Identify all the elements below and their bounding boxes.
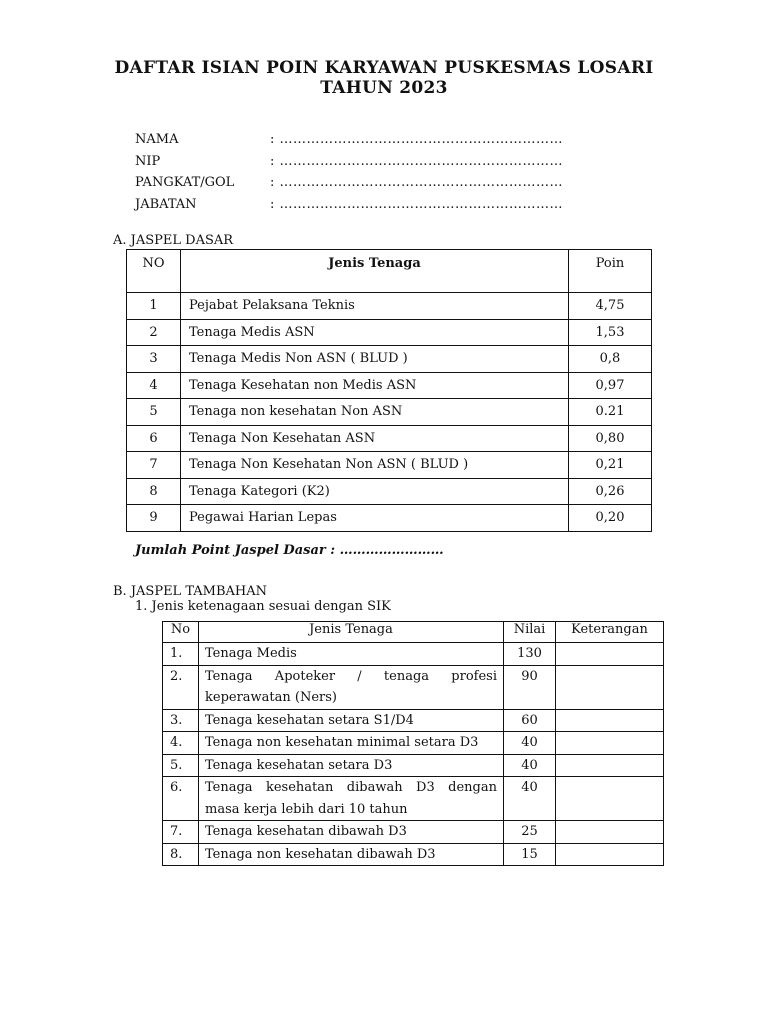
cell-nilai: 25 [504, 821, 556, 844]
jaspel-dasar-table [126, 249, 652, 532]
cell-nilai: 15 [504, 843, 556, 866]
table-row [127, 293, 652, 320]
cell-no: 4. [163, 732, 199, 755]
cell-poin: 0,26 [569, 478, 652, 505]
cell-no: 1. [163, 643, 199, 666]
cell-jenis: Tenaga Kesehatan non Medis ASN [181, 372, 569, 399]
cell-no: 8. [163, 843, 199, 866]
table-row [163, 777, 664, 821]
table-row [127, 319, 652, 346]
identity-row-pangkat [135, 175, 563, 197]
table-row [163, 665, 664, 709]
cell-no: 6. [163, 777, 199, 821]
cell-jenis: Tenaga non kesehatan Non ASN [181, 399, 569, 426]
identity-label: PANGKAT/GOL [135, 175, 235, 190]
identity-row-jabatan [135, 197, 563, 219]
cell-no: 5. [163, 754, 199, 777]
cell-nilai: 40 [504, 777, 556, 821]
cell-jenis: Tenaga Medis [199, 643, 504, 666]
section-b-heading: B. JASPEL TAMBAHAN [113, 584, 268, 599]
header-nilai: Nilai [504, 622, 556, 643]
table-row [127, 346, 652, 373]
cell-keterangan [556, 732, 664, 755]
identity-blank: : ……………………………………………………… [270, 175, 564, 190]
table-row [127, 372, 652, 399]
table-row [127, 399, 652, 426]
cell-jenis: Tenaga Non Kesehatan Non ASN ( BLUD ) [181, 452, 569, 479]
cell-no: 5 [127, 399, 181, 426]
cell-no: 8 [127, 478, 181, 505]
identity-blank: : ……………………………………………………… [270, 132, 564, 147]
cell-poin: 0,8 [569, 346, 652, 373]
table-row [127, 425, 652, 452]
cell-no: 6 [127, 425, 181, 452]
cell-poin: 0,80 [569, 425, 652, 452]
table-row [163, 843, 664, 866]
table-header-row [163, 622, 664, 643]
cell-keterangan [556, 643, 664, 666]
cell-poin: 0,20 [569, 505, 652, 532]
cell-poin: 1,53 [569, 319, 652, 346]
cell-jenis: Tenaga non kesehatan minimal setara D3 [199, 732, 504, 755]
cell-jenis: Pejabat Pelaksana Teknis [181, 293, 569, 320]
jaspel-tambahan-table [162, 621, 664, 866]
cell-no: 3 [127, 346, 181, 373]
identity-label: JABATAN [135, 196, 197, 212]
cell-no: 3. [163, 709, 199, 732]
identity-row-nama [135, 132, 563, 154]
table-row [163, 821, 664, 844]
cell-jenis: Tenaga non kesehatan dibawah D3 [199, 843, 504, 866]
cell-no: 7. [163, 821, 199, 844]
cell-no: 9 [127, 505, 181, 532]
identity-fields [135, 132, 563, 218]
cell-jenis: Tenaga Medis ASN [181, 319, 569, 346]
section-a-heading: A. JASPEL DASAR [113, 233, 234, 248]
cell-keterangan [556, 843, 664, 866]
cell-nilai: 130 [504, 643, 556, 666]
cell-keterangan [556, 821, 664, 844]
cell-jenis: Tenaga Kategori (K2) [181, 478, 569, 505]
identity-label: NAMA [135, 132, 179, 147]
header-no: NO [127, 250, 181, 293]
cell-jenis: Tenaga kesehatan dibawah D3 dengan masa kerja lebih dari 10 tahun [199, 777, 504, 821]
table-row [163, 732, 664, 755]
document-title: DAFTAR ISIAN POIN KARYAWAN PUSKESMAS LOSARI [114, 58, 654, 78]
table-row [127, 452, 652, 479]
cell-jenis: Tenaga kesehatan setara S1/D4 [199, 709, 504, 732]
table-row [163, 643, 664, 666]
cell-poin: 0.21 [569, 399, 652, 426]
cell-keterangan [556, 777, 664, 821]
cell-nilai: 40 [504, 754, 556, 777]
cell-nilai: 40 [504, 732, 556, 755]
cell-no: 4 [127, 372, 181, 399]
table-header-row [127, 250, 652, 293]
header-jenis-tenaga: Jenis Tenaga [199, 622, 504, 643]
jaspel-dasar-total: Jumlah Point Jaspel Dasar : …………………… [135, 543, 444, 558]
cell-no: 2. [163, 665, 199, 709]
cell-jenis: Pegawai Harian Lepas [181, 505, 569, 532]
identity-label: NIP [135, 153, 161, 169]
cell-nilai: 90 [504, 665, 556, 709]
identity-blank: : ……………………………………………………… [270, 196, 564, 212]
header-jenis-tenaga: Jenis Tenaga [181, 250, 569, 293]
cell-jenis: Tenaga kesehatan setara D3 [199, 754, 504, 777]
header-keterangan: Keterangan [556, 622, 664, 643]
table-row [127, 478, 652, 505]
cell-jenis: Tenaga Non Kesehatan ASN [181, 425, 569, 452]
section-b-subheading: 1. Jenis ketenagaan sesuai dengan SIK [135, 599, 391, 614]
cell-no: 7 [127, 452, 181, 479]
document-year: TAHUN 2023 [320, 78, 448, 98]
table-row [127, 505, 652, 532]
cell-keterangan [556, 709, 664, 732]
cell-jenis: Tenaga kesehatan dibawah D3 [199, 821, 504, 844]
identity-blank: : ……………………………………………………… [270, 153, 564, 169]
cell-poin: 0,21 [569, 452, 652, 479]
identity-row-nip [135, 154, 563, 176]
cell-keterangan [556, 754, 664, 777]
header-poin: Poin [569, 250, 652, 293]
header-no: No [163, 622, 199, 643]
cell-nilai: 60 [504, 709, 556, 732]
cell-jenis: Tenaga Medis Non ASN ( BLUD ) [181, 346, 569, 373]
cell-poin: 4,75 [569, 293, 652, 320]
cell-poin: 0,97 [569, 372, 652, 399]
table-row [163, 754, 664, 777]
table-row [163, 709, 664, 732]
cell-keterangan [556, 665, 664, 709]
cell-no: 1 [127, 293, 181, 320]
cell-no: 2 [127, 319, 181, 346]
cell-jenis: Tenaga Apoteker / tenaga profesi keperawatan (Ners) [199, 665, 504, 709]
